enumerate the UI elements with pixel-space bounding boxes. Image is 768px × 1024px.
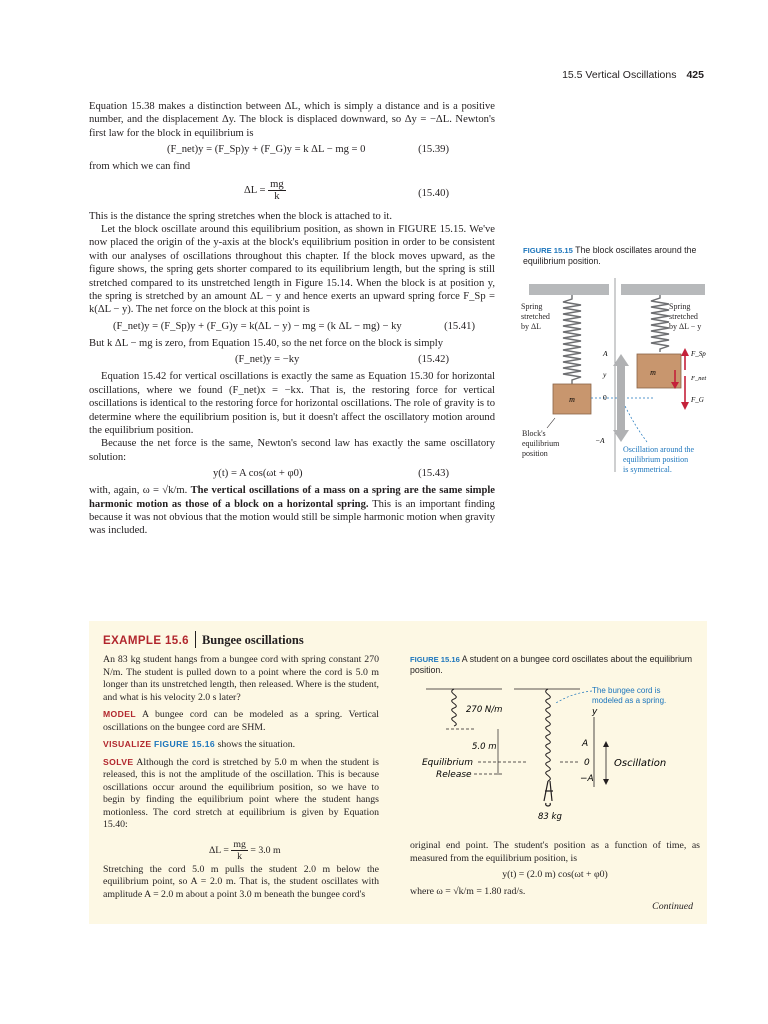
main-text: [89, 100, 495, 538]
right-spring-label: Spring stretched by ΔL − y: [669, 302, 702, 331]
equation-number: (15.39): [418, 144, 449, 156]
paragraph: [89, 484, 495, 538]
cord-note-leader: [556, 691, 592, 703]
denominator: k: [237, 850, 243, 862]
mass-label: 83 kg: [538, 812, 562, 822]
example-equation: [103, 836, 379, 864]
equation-number: (15.42): [418, 354, 449, 366]
paragraph: Let the block oscillate around this equilibrium position, as shown in FIGURE 15.15. We've now placed the origin of the y-axis at the block's equilibrium position in order to be consistent with our analyses of oscillations throughout this chapter. If the block moves upward, as the figure shows, the spring gets shorter compared to its equilibrium length, but the spring is still stretched compared to its unstretched length in Figure 15.14. When the block is at position y, the spring is stretched by an amount ΔL − y and hence exerts an upward spring force F_Sp = k(ΔL − y). The net force on the block at this point is: [89, 224, 495, 316]
right-block-label: m: [650, 368, 656, 377]
visualize-paragraph: [103, 738, 379, 752]
page-number: 425: [686, 69, 704, 81]
example-header: [103, 631, 304, 649]
oscillation-axis: [617, 366, 625, 430]
student-icon: [544, 781, 553, 806]
figure-caption-text: The block oscillates around the equilibrium position.: [523, 245, 697, 266]
section-title: 15.5 Vertical Oscillations: [562, 69, 677, 81]
solve-keyword: SOLVE: [103, 756, 134, 767]
force-g-head: [681, 402, 689, 410]
equation-number: (15.43): [418, 468, 449, 480]
equation-body: y(t) = A cos(ωt + φ0): [213, 468, 303, 480]
spring-constant-label: 270 N/m: [466, 705, 503, 715]
equation-15-43: [89, 464, 495, 484]
solve-text: Although the cord is stretched by 5.0 m when the student is released, this is not the amplitude of the oscillation. This is because oscillations occur around the equilibrium position, so we have to begin by finding the equilibrium point where the student hangs motionless. The cord stretch at equilibrium is given by Equation 15.40:: [103, 756, 379, 830]
paragraph: But k ΔL − mg is zero, from Equation 15.40, so the net force on the block is simply: [89, 337, 443, 349]
oscillation-note-leader: [625, 406, 647, 442]
example-problem: An 83 kg student hangs from a bungee cord with spring constant 270 N/m. The student is pulled down to a point where the cord is 5.0 m longer than its unstretched length, then released. Where is the student, and what is his velocity 2.0 s later?: [103, 654, 379, 703]
figure-15-15-caption: [523, 245, 709, 267]
unstretched-cord: [452, 689, 457, 726]
equation-body: (F_net)y = (F_Sp)y + (F_G)y = k ΔL − mg = 0: [167, 144, 366, 156]
equation-number: (15.40): [418, 187, 449, 199]
figure-15-15: [515, 276, 715, 476]
solve-paragraph: [103, 756, 379, 832]
fraction: [231, 839, 248, 862]
position-equation: y(t) = (2.0 m) cos(ωt + φ0): [502, 869, 608, 880]
example-right-column: [410, 840, 700, 902]
tick-negA: −A: [580, 774, 594, 784]
figure-label: FIGURE 15.16: [410, 655, 460, 664]
text-run: with, again, ω = √k/m.: [89, 485, 188, 497]
bold-statement: The vertical oscillations of a mass on a spring are the same simple harmonic motion as those of a block on a horizontal spring.: [89, 485, 495, 510]
left-spring: [563, 295, 581, 384]
equation-15-40: [89, 174, 495, 210]
left-spring-label: Spring stretched by ΔL: [521, 302, 550, 331]
paragraph: Because the net force is the same, Newton's second law has exactly the same oscillatory solution:: [89, 438, 495, 463]
y-axis-label: y: [592, 707, 598, 717]
release-label: Release: [436, 770, 472, 780]
stretched-cord: [546, 689, 551, 781]
equation-lhs: ΔL =: [209, 844, 229, 856]
force-sp-head: [681, 348, 689, 356]
force-g-label: F_G: [691, 396, 704, 404]
right-spring: [651, 295, 669, 352]
example-box: [89, 621, 707, 924]
stretch-label: 5.0 m: [472, 742, 497, 752]
figure-15-16: [410, 683, 700, 825]
example-left-column: [103, 654, 379, 905]
oscillation-note: Oscillation around the equilibrium position is symmetrical.: [623, 445, 695, 474]
model-text: A bungee cord can be modeled as a spring. Vertical oscillations on the bungee cord are SHM.: [103, 709, 379, 733]
text-run: This is an important finding because it was not obvious that the motion would still be simple harmonic motion when gravity was included.: [89, 498, 495, 537]
example-tag: EXAMPLE 15.6: [103, 635, 189, 647]
visualize-keyword: VISUALIZE: [103, 739, 152, 749]
model-paragraph: [103, 708, 379, 734]
equation-body: (F_net)y = −ky: [235, 354, 300, 366]
force-sp-label: F_Sp: [691, 350, 706, 358]
equilibrium-label: Equilibrium: [422, 758, 473, 768]
equation-15-39: [89, 140, 495, 160]
tick-zero: 0: [603, 393, 607, 402]
oscillation-label: Oscillation: [614, 758, 667, 769]
header-divider: [195, 631, 196, 648]
example-paragraph: Stretching the cord 5.0 m pulls the student 2.0 m below the equilibrium point, so A = 2.0 m. That is, the student oscillates with amplitude A = 2.0 m about a point 3.0 m beneath the bungee cord's: [103, 863, 379, 900]
equation-15-42: [89, 350, 495, 370]
example-paragraph: original end point. The student's position as a function of time, as measured from the equilibrium position, is: [410, 840, 700, 864]
figure-15-16-caption: [410, 654, 700, 676]
equation-15-41: [89, 317, 495, 337]
paragraph: Equation 15.38 makes a distinction between ΔL, which is simply a distance and is a positive number, and the displacement Δy. The block is displaced downward, so Δy = −ΔL. Newton's first law for the block in equilibrium is: [89, 101, 495, 139]
equation-rhs: = 3.0 m: [250, 844, 281, 856]
tick-zero: 0: [584, 758, 590, 768]
equation-lhs: ΔL =: [244, 184, 266, 196]
fraction: [268, 179, 286, 202]
tick-A: A: [603, 349, 608, 358]
cord-note: The bungee cord is modeled as a spring.: [592, 686, 667, 705]
numerator: mg: [270, 178, 284, 190]
figure-caption-text: A student on a bungee cord oscillates about the equilibrium position.: [410, 654, 693, 675]
continued-label: Continued: [652, 901, 693, 912]
example-paragraph: where ω = √k/m = 1.80 rad/s.: [410, 885, 526, 897]
oscillation-arrow-down: [603, 779, 609, 785]
tick-y: y: [603, 370, 607, 379]
paragraph: Equation 15.42 for vertical oscillations is exactly the same as Equation 15.30 for horizontal oscillations, where we found (F_net)x = −kx. That is, the restoring force for vertical oscillations is identical to the restoring force for horizontal oscillations. The role of gravity is to determine where the equilibrium position is, but it doesn't affect the oscillatory motion around the equilibrium position.: [89, 371, 495, 436]
ceiling-left: [529, 284, 609, 295]
tick-negA: −A: [595, 436, 605, 445]
paragraph: from which we can find: [89, 161, 191, 173]
figure-reference: FIGURE 15.16: [153, 739, 216, 749]
denominator: k: [274, 190, 280, 202]
ceiling-right: [621, 284, 705, 295]
paragraph: This is the distance the spring stretches when the block is attached to it.: [89, 210, 393, 222]
running-head: [562, 69, 704, 81]
block-caption-leader: [547, 418, 555, 428]
model-keyword: MODEL: [103, 709, 137, 719]
force-net-label: F_net: [691, 375, 707, 382]
tick-A: A: [582, 739, 589, 749]
numerator: mg: [233, 838, 246, 850]
oscillation-arrow-up: [603, 741, 609, 747]
equation-body: (F_net)y = (F_Sp)y + (F_G)y = k(ΔL − y) − mg = (k ΔL − mg) − ky: [113, 320, 402, 332]
left-block-label: m: [569, 395, 575, 404]
example-title: Bungee oscillations: [201, 633, 304, 647]
block-caption: Block's equilibrium position: [522, 429, 560, 458]
equation-number: (15.41): [444, 320, 475, 332]
visualize-text: shows the situation.: [217, 739, 296, 750]
figure-label: FIGURE 15.15: [523, 246, 573, 255]
